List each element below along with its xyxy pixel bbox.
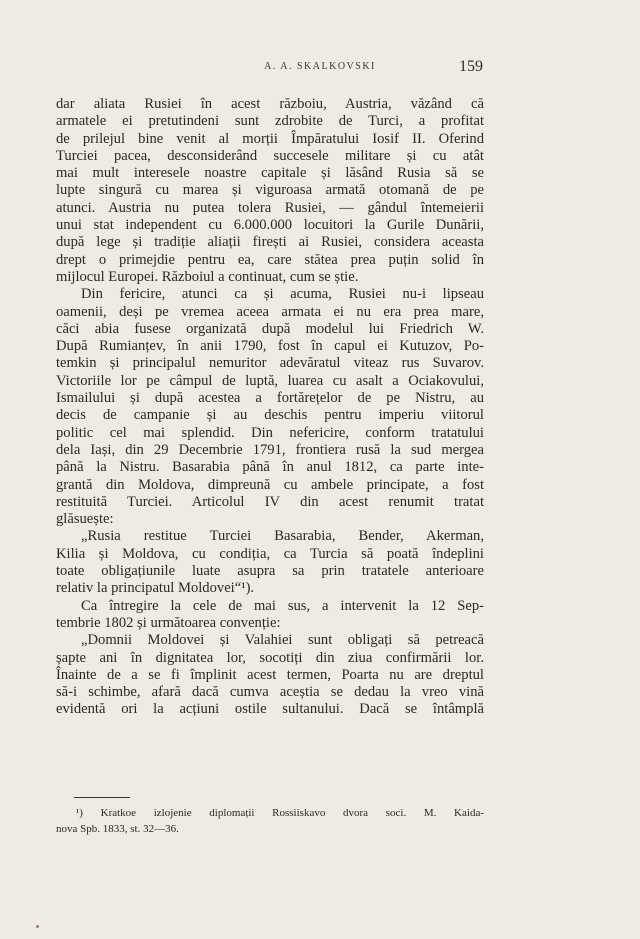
text-line: de prilejul bine venit al morții Împăratului Iosif II. Oferind	[56, 130, 484, 147]
text-line: „Rusia restitue Turciei Basarabia, Bender, Akerman,	[81, 528, 484, 545]
text-line: șapte ani în dignitatea lor, socotiți din ziua confirmării lor.	[56, 649, 484, 666]
text-line: După Rumianțev, în anii 1790, fost în capul ei Kutuzov, Po-	[56, 338, 484, 355]
text-line: după lege și tradiție aliații firești ai Rusiei, considera aceasta	[56, 234, 484, 251]
text-line: evidentă ori la acțiuni ostile sultanului. Dacă se întâmplă	[56, 701, 484, 718]
text-line: Ismailului și după acestea a fortărețelor de pe Nistru, au	[56, 390, 484, 407]
page-header	[0, 58, 640, 78]
text-line: căci abia fusese organizată după modelul lui Friedrich W.	[56, 320, 484, 337]
text-line: până la Nistru. Basarabia până în anul 1812, ca parte inte-	[56, 459, 484, 476]
text-line: glăsuește:	[56, 511, 114, 528]
text-line: dar aliata Rusiei în acest războiu, Austria, văzând că	[56, 96, 484, 112]
text-line: grantă din Moldova, dimpreună cu ambele principate, a fost	[56, 476, 484, 493]
footnote-rule	[74, 797, 130, 798]
footnote	[56, 805, 484, 837]
footnote-line: nova Spb. 1833, st. 32—36.	[56, 823, 179, 835]
text-line: toate obligațiunile luate asupra sa prin tratatele anterioare	[56, 563, 484, 580]
text-line: dela Iași, din 29 Decembrie 1791, frontiera rusă la sud mergea	[56, 441, 484, 458]
text-line: restituită Turciei. Articolul IV din acest renumit tratat	[56, 493, 484, 510]
text-line: să-i schimbe, afară dacă cumva aceștia se dedau la vreo vină	[56, 684, 484, 701]
text-line: mai mult interesele noastre capitale și lăsând Rusia să se	[56, 165, 484, 182]
text-line: Din fericire, atunci ca și acuma, Rusiei nu-i lipseau	[81, 286, 484, 303]
text-line: temkin și principalul nemuritor adevăratul viteaz rus Suvarov.	[56, 355, 484, 372]
body-text	[56, 96, 484, 719]
text-line: unui stat independent cu 6.000.000 locuitori la Gurile Dunării,	[56, 217, 484, 234]
text-line: oamenii, deși pe vremea aceea armata ei nu era prea mare,	[56, 303, 484, 320]
text-line: politic cel mai splendid. Din nefericire, conform tratatului	[56, 424, 484, 441]
text-line: Kilia și Moldova, cu condiția, ca Turcia să poată îndeplini	[56, 545, 484, 562]
footnote-line: ¹) Kratkoe izlojenie diplomații Rossiiskavo dvora soci. M. Kaida-	[76, 807, 484, 819]
text-line: Ca întregire la cele de mai sus, a intervenit la 12 Sep-	[81, 597, 484, 614]
text-line: drept o primejdie pentru ea, care stătea prea puțin solid în	[56, 251, 484, 268]
text-line: relativ la principatul Moldovei“¹).	[56, 580, 255, 597]
text-line: mijlocul Europei. Războiul a continuat, cum se știe.	[56, 268, 359, 285]
text-line: Înainte de a se fi împlinit acest termen, Poarta nu are dreptul	[56, 666, 484, 683]
text-line: lupte singură cu marea și viguroasa armată otomană de pe	[56, 182, 484, 199]
text-line: Turciei pacea, desconsiderând succesele militare și cu atât	[56, 147, 484, 164]
text-line: tembrie 1802 și următoarea convenție:	[56, 614, 281, 631]
text-line: Victoriile lor pe câmpul de luptă, luarea cu asalt a Ociakovului,	[56, 372, 484, 389]
text-line: decis de campanie și au deschis pentru imperiu viitorul	[56, 407, 484, 424]
text-line: armatele ei pretutindeni sunt zdrobite de Turci, a profitat	[56, 113, 484, 130]
text-line: atunci. Austria nu putea tolera Rusiei, — gândul întemeierii	[56, 199, 484, 216]
paper-speck	[36, 925, 39, 928]
page-number: 159	[459, 58, 483, 75]
text-line: „Domnii Moldovei și Valahiei sunt obligați să petreacă	[81, 632, 484, 649]
running-head: A. A. SKALKOVSKI	[264, 61, 376, 72]
